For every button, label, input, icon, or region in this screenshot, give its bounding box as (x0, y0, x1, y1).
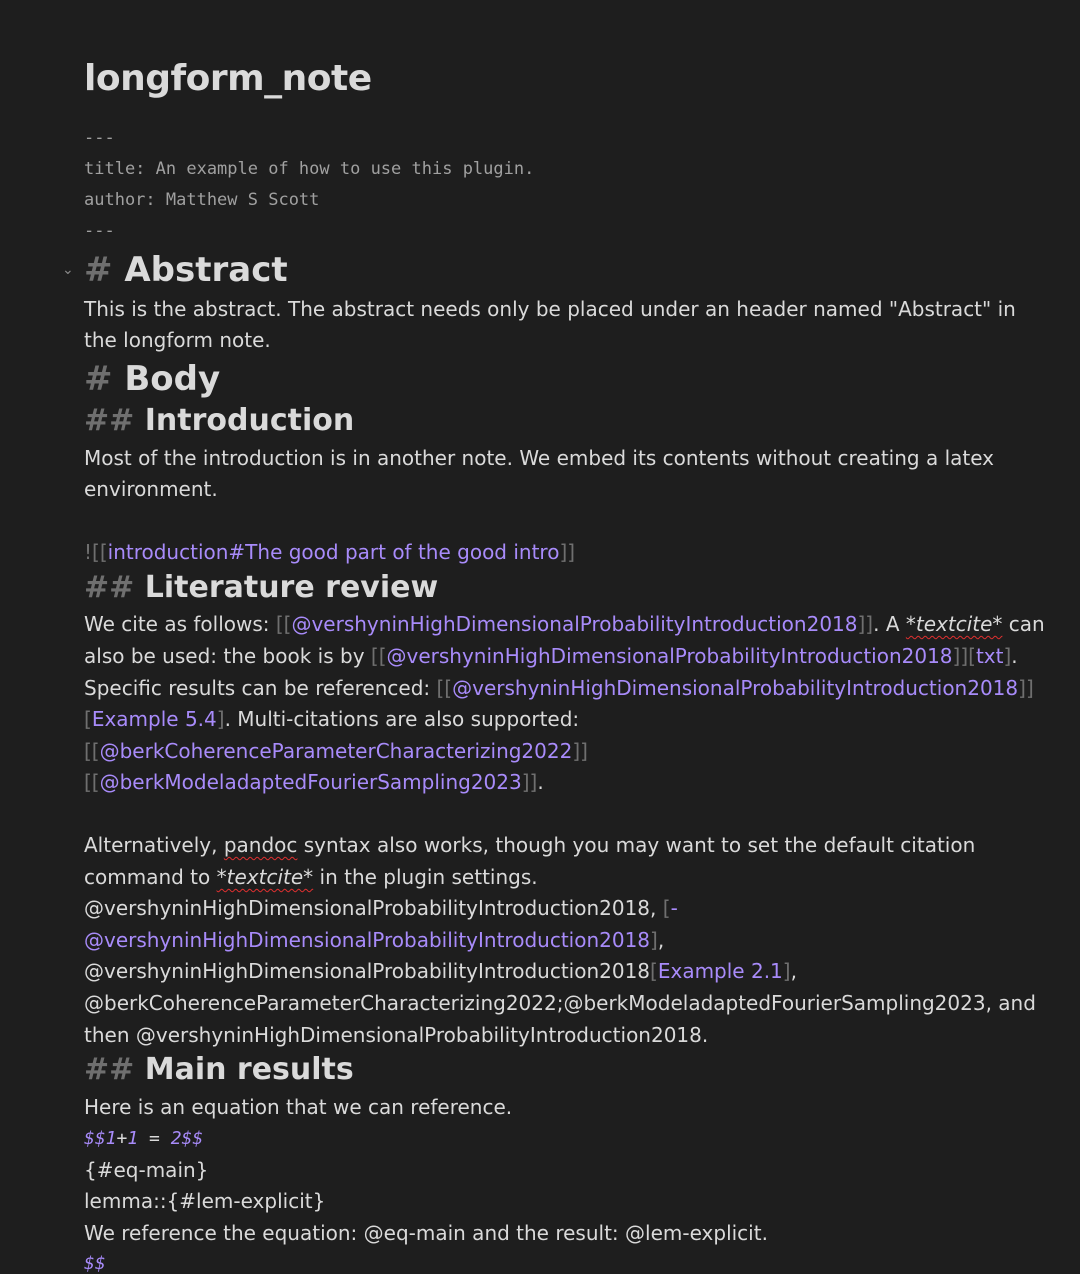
text: can (1002, 612, 1045, 636)
heading-abstract[interactable] (84, 250, 288, 290)
lit-line-1: We cite as follows: [[@vershyninHighDimensionalProbabilityIntroduction2018]]. A *textcite* can (84, 612, 1045, 636)
lit-line-6: [[@berkModeladaptedFourierSampling2023]]. (84, 770, 544, 794)
frontmatter-title: title: An example of how to use this plugin. (84, 159, 535, 179)
embed-close: ]] (559, 540, 576, 564)
heading-main-results[interactable] (84, 1052, 354, 1087)
reference-line: We reference the equation: @eq-main and the result: @lem-explicit. (84, 1221, 768, 1245)
lit-p2-line-3: @vershyninHighDimensionalProbabilityIntroduction2018, [- (84, 896, 678, 920)
text: , (790, 959, 797, 983)
lit-line-4: [Example 5.4]. Multi-citations are also supported: (84, 707, 580, 731)
citation-link[interactable]: @vershyninHighDimensionalProbabilityIntroduction2018 (84, 928, 651, 952)
math-part: 2$$ (170, 1128, 204, 1149)
citation-link[interactable]: @berkCoherenceParameterCharacterizing2022 (99, 739, 573, 763)
equation-label: {#eq-main} (84, 1158, 209, 1182)
heading-text: Abstract (124, 250, 288, 290)
frontmatter-open: --- (84, 128, 115, 148)
heading-introduction[interactable] (84, 403, 354, 438)
text: syntax also works, though you may want to set the default citation (297, 833, 976, 857)
text: also be used: the book is by (84, 644, 371, 668)
citation-link[interactable]: @vershyninHighDimensionalProbabilityIntroduction2018 (291, 612, 858, 636)
lit-p2-line-4: @vershyninHighDimensionalProbabilityIntroduction2018], (84, 928, 665, 952)
intro-line-2: environment. (84, 477, 218, 501)
heading-hash: ## (84, 570, 135, 605)
heading-hash: ## (84, 1052, 135, 1087)
misspelled-word[interactable]: pandoc (223, 833, 298, 857)
lit-line-3: Specific results can be referenced: [[@vershyninHighDimensionalProbabilityIntroduction2018]] (84, 676, 1034, 700)
lit-line-2: also be used: the book is by [[@vershyninHighDimensionalProbabilityIntroduction2018]][txt]. (84, 644, 1018, 668)
text: . (537, 770, 544, 794)
textcite-italic: *textcite* (905, 612, 1003, 636)
citation-link[interactable]: @berkModeladaptedFourierSampling2023 (99, 770, 522, 794)
lit-p2-line-2 (84, 865, 538, 889)
locator-link[interactable]: Example 5.4 (91, 707, 217, 731)
text: command to (84, 865, 217, 889)
heading-body[interactable] (84, 359, 220, 399)
fold-chevron-icon[interactable]: ⌄ (62, 262, 74, 278)
txt-link[interactable]: txt (975, 644, 1004, 668)
frontmatter-author: author: Matthew S Scott (84, 190, 320, 210)
citation-link[interactable]: @vershyninHighDimensionalProbabilityIntroduction2018 (386, 644, 953, 668)
math-op: = (138, 1128, 171, 1149)
heading-hash: # (84, 250, 113, 290)
math-equation[interactable] (84, 1128, 203, 1149)
text: . (1011, 644, 1018, 668)
heading-hash: ## (84, 403, 135, 438)
text: Specific results can be referenced: (84, 676, 437, 700)
embed-bang: ! (84, 540, 93, 564)
heading-hash: # (84, 359, 113, 399)
citation-link[interactable]: @vershyninHighDimensionalProbabilityIntroduction2018 (452, 676, 1019, 700)
heading-literature-review[interactable] (84, 570, 438, 605)
text: Alternatively, (84, 833, 224, 857)
textcite-italic: *textcite* (216, 865, 314, 889)
lit-p2-line-1 (84, 833, 975, 857)
frontmatter-close: --- (84, 221, 115, 241)
main-line-1: Here is an equation that we can reference. (84, 1095, 513, 1119)
heading-text: Literature review (144, 570, 439, 605)
heading-text: Introduction (144, 403, 355, 438)
text: @vershyninHighDimensionalProbabilityIntroduction2018 (84, 959, 651, 983)
lit-p2-line-7: then @vershyninHighDimensionalProbabilityIntroduction2018. (84, 1023, 709, 1047)
text: We cite as follows: (84, 612, 276, 636)
text: , (657, 928, 665, 952)
text: @vershyninHighDimensionalProbabilityIntroduction2018, (84, 896, 663, 920)
text: . Multi-citations are also supported: (224, 707, 580, 731)
math-part: $$1 (84, 1128, 117, 1149)
text: . A (873, 612, 906, 636)
intro-line-1: Most of the introduction is in another note. We embed its contents without creating a latex (84, 446, 995, 470)
text: in the plugin settings. (313, 865, 538, 889)
abstract-line-1: This is the abstract. The abstract needs only be placed under an header named "Abstract" in (84, 297, 1016, 321)
math-delimiter: $$ (84, 1253, 106, 1274)
lit-line-5: [[@berkCoherenceParameterCharacterizing2022]] (84, 739, 588, 763)
embed-link[interactable] (84, 540, 575, 564)
embed-open: [[ (92, 540, 108, 564)
note-title: longform_note (84, 58, 372, 99)
math-op: + (116, 1128, 128, 1149)
lemma-label: lemma::{#lem-explicit} (84, 1189, 326, 1213)
citation-link[interactable]: - (670, 896, 678, 920)
heading-text: Body (124, 359, 221, 399)
lit-p2-line-6: @berkCoherenceParameterCharacterizing2022;@berkModeladaptedFourierSampling2023, and (84, 991, 1036, 1015)
math-part: 1 (127, 1128, 139, 1149)
heading-text: Main results (144, 1052, 354, 1087)
lit-p2-line-5: @vershyninHighDimensionalProbabilityIntroduction2018[Example 2.1], (84, 959, 797, 983)
embed-target-link[interactable]: introduction#The good part of the good intro (107, 540, 560, 564)
locator-link[interactable]: Example 2.1 (657, 959, 783, 983)
abstract-line-2: the longform note. (84, 328, 271, 352)
